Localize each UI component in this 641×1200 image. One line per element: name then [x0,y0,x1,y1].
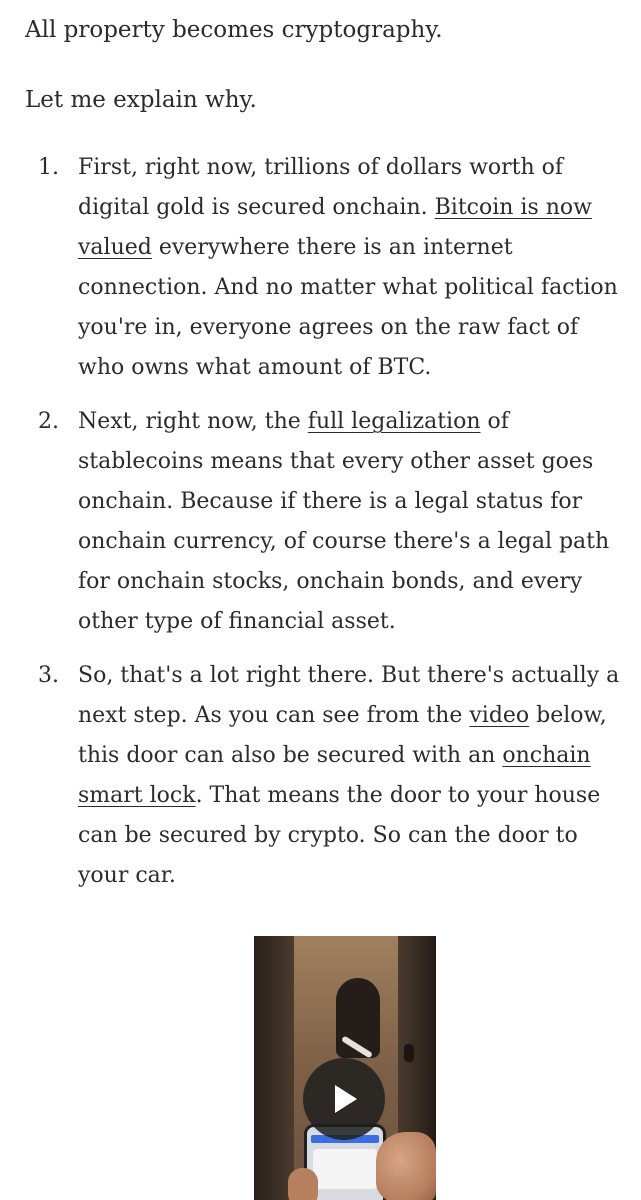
door-knob-image [404,1044,414,1062]
list-item [25,148,621,388]
list-item [25,656,621,896]
phone-screen-card [313,1149,377,1189]
hand-image-right [376,1132,436,1200]
inline-link[interactable]: video [469,703,530,728]
list-item-number: 2. [38,409,59,434]
list-item-number: 1. [38,155,59,180]
list-item-text [78,148,621,388]
list-item-number: 3. [38,663,59,688]
play-icon [335,1085,357,1113]
numbered-list [25,148,621,910]
text-segment: of stablecoins means that every other asset goes onchain. Because if there is a legal status for onchain currency, of course there's a legal path for onchain stocks, onchain bonds, and every other type of financial asset. [78,409,610,634]
inline-link[interactable]: onchain smart lock [78,743,591,808]
text-segment: So, that's a lot right there. But there's actually a next step. As you can see from the [78,663,620,728]
hand-image-left [288,1168,318,1200]
intro-subline: Let me explain why. [25,87,257,113]
list-item [25,402,621,642]
text-segment: Next, right now, the [78,409,308,434]
text-segment: First, right now, trillions of dollars worth of digital gold is secured onchain. [78,155,564,220]
play-button[interactable] [303,1058,385,1140]
video-player[interactable] [254,936,436,1200]
intro-heading-line: All property becomes cryptography. [25,17,443,43]
list-item-text [78,656,621,896]
inline-link[interactable]: full legalization [307,409,481,434]
inline-link[interactable]: Bitcoin is now valued [78,195,592,260]
text-segment: . That means the door to your house can be secured by crypto. So can the door to your car. [78,783,601,888]
text-segment: everywhere there is an internet connection. And no matter what political faction you're in, everyone agrees on the raw fact of who owns what amount of BTC. [78,235,618,380]
door-frame-left [254,936,294,1200]
text-segment: below, this door can also be secured with an [78,703,607,768]
list-item-text [78,402,621,642]
